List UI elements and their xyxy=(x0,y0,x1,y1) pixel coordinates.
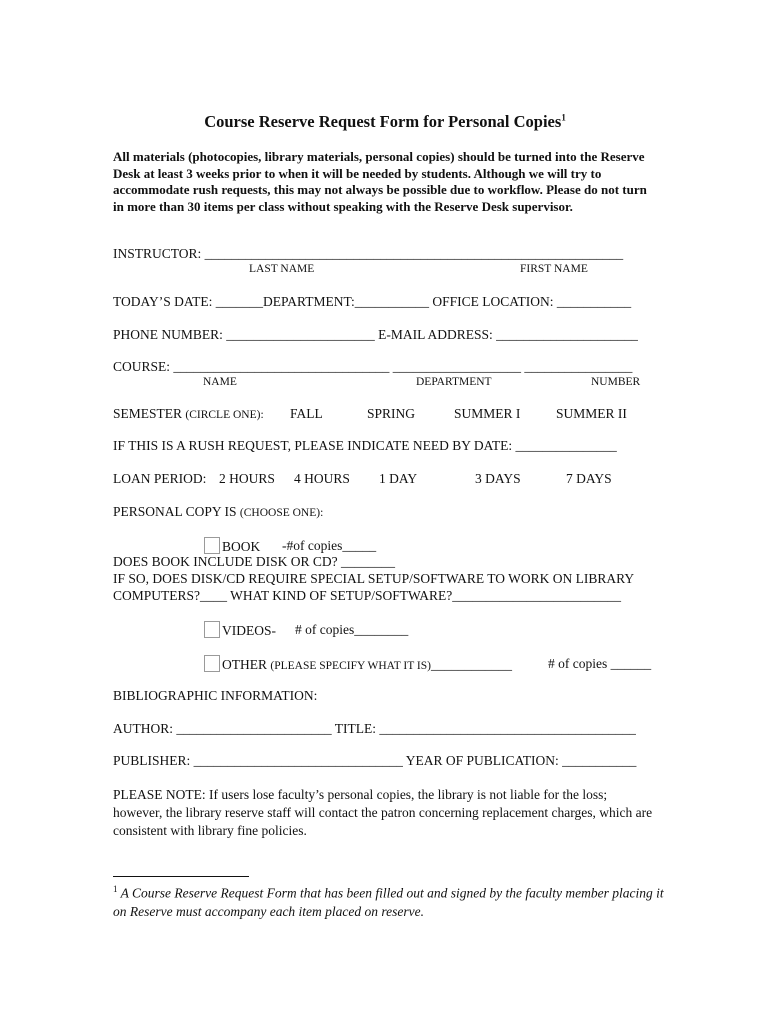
course-number-label: NUMBER xyxy=(591,376,641,388)
other-checkbox[interactable] xyxy=(204,655,220,672)
footnote xyxy=(113,880,673,921)
semester-option-summer-1[interactable]: SUMMER I xyxy=(454,406,521,421)
footnote-text: A Course Reserve Request Form that has been filled out and signed by the faculty member placing it on Reserve must accompany each item placed on reserve. xyxy=(113,885,664,919)
bibliographic-label: BIBLIOGRAPHIC INFORMATION: xyxy=(113,688,318,703)
other-label: OTHER xyxy=(222,657,267,672)
book-label: BOOK xyxy=(222,539,261,554)
other-option[interactable] xyxy=(204,655,512,673)
videos-label: VIDEOS- xyxy=(222,623,276,638)
setup-line-1: IF SO, DOES DISK/CD REQUIRE SPECIAL SETUP/SOFTWARE TO WORK ON LIBRARY xyxy=(113,571,635,586)
semester-hint: (CIRCLE ONE): xyxy=(185,409,264,421)
setup-line-2[interactable]: COMPUTERS?____ WHAT KIND OF SETUP/SOFTWARE?_________________________ xyxy=(113,588,622,603)
book-copies-field[interactable]: -#of copies_____ xyxy=(282,538,377,553)
form-title xyxy=(0,112,770,132)
loan-option-3-days[interactable]: 3 DAYS xyxy=(475,471,521,486)
loan-option-2-hours[interactable]: 2 HOURS xyxy=(219,471,275,486)
footnote-mark: 1 xyxy=(113,884,118,894)
book-checkbox[interactable] xyxy=(204,537,220,554)
author-title-line[interactable]: AUTHOR: _______________________ TITLE: ______________________________________ xyxy=(113,721,636,736)
other-specify-field[interactable]: ____________ xyxy=(430,657,512,672)
semester-option-fall[interactable]: FALL xyxy=(290,406,323,421)
first-name-label: FIRST NAME xyxy=(520,263,588,275)
semester-option-spring[interactable]: SPRING xyxy=(367,406,416,421)
videos-checkbox[interactable] xyxy=(204,621,220,638)
publisher-year-line[interactable]: PUBLISHER: _______________________________ YEAR OF PUBLICATION: ___________ xyxy=(113,753,637,768)
personal-copy-label-text: PERSONAL COPY IS xyxy=(113,504,237,519)
other-copies-field[interactable]: # of copies ______ xyxy=(548,656,652,671)
videos-option[interactable] xyxy=(204,621,276,639)
course-name-label: NAME xyxy=(203,376,237,388)
book-option[interactable] xyxy=(204,537,260,555)
intro-paragraph: All materials (photocopies, library materials, personal copies) should be turned into the Reserve Desk at least 3 weeks prior to when it will be needed by students. Although we will try to accommodate rush requests, this may not always be possible due to workflow. Please do not turn in more than 30 items per class without speaking with the Reserve Desk supervisor. xyxy=(113,149,647,214)
course-department-label: DEPARTMENT xyxy=(416,376,492,388)
title-footnote-mark: 1 xyxy=(561,112,566,123)
other-hint: (PLEASE SPECIFY WHAT IT IS) xyxy=(270,660,431,672)
please-note-paragraph: PLEASE NOTE: If users lose faculty’s personal copies, the library is not liable for the loss; however, the library reserve staff will contact the patron concerning replacement charges, which are consistent with library fine policies. xyxy=(113,787,653,838)
loan-option-7-days[interactable]: 7 DAYS xyxy=(566,471,612,486)
todays-date-line[interactable]: TODAY’S DATE: _______DEPARTMENT:___________ OFFICE LOCATION: ___________ xyxy=(113,294,632,309)
phone-email-line[interactable]: PHONE NUMBER: ______________________ E-MAIL ADDRESS: _____________________ xyxy=(113,327,638,342)
footnote-divider xyxy=(113,876,249,877)
instructor-line[interactable]: INSTRUCTOR: ______________________________________________________________ xyxy=(113,246,624,261)
semester-label xyxy=(113,406,264,422)
semester-label-text: SEMESTER xyxy=(113,406,183,421)
rush-request-line[interactable]: IF THIS IS A RUSH REQUEST, PLEASE INDICATE NEED BY DATE: _______________ xyxy=(113,438,617,453)
title-text: Course Reserve Request Form for Personal Copies xyxy=(204,112,562,131)
course-line[interactable]: COURSE: ________________________________ ___________________ ________________ xyxy=(113,359,633,374)
personal-copy-label xyxy=(113,504,323,520)
loan-period-label: LOAN PERIOD: xyxy=(113,471,207,486)
videos-copies-field[interactable]: # of copies________ xyxy=(295,622,409,637)
personal-copy-hint: (CHOOSE ONE): xyxy=(239,507,324,519)
disk-cd-line[interactable]: DOES BOOK INCLUDE DISK OR CD? ________ xyxy=(113,554,395,569)
semester-option-summer-2[interactable]: SUMMER II xyxy=(556,406,627,421)
last-name-label: LAST NAME xyxy=(249,263,315,275)
loan-option-1-day[interactable]: 1 DAY xyxy=(379,471,418,486)
loan-option-4-hours[interactable]: 4 HOURS xyxy=(294,471,350,486)
